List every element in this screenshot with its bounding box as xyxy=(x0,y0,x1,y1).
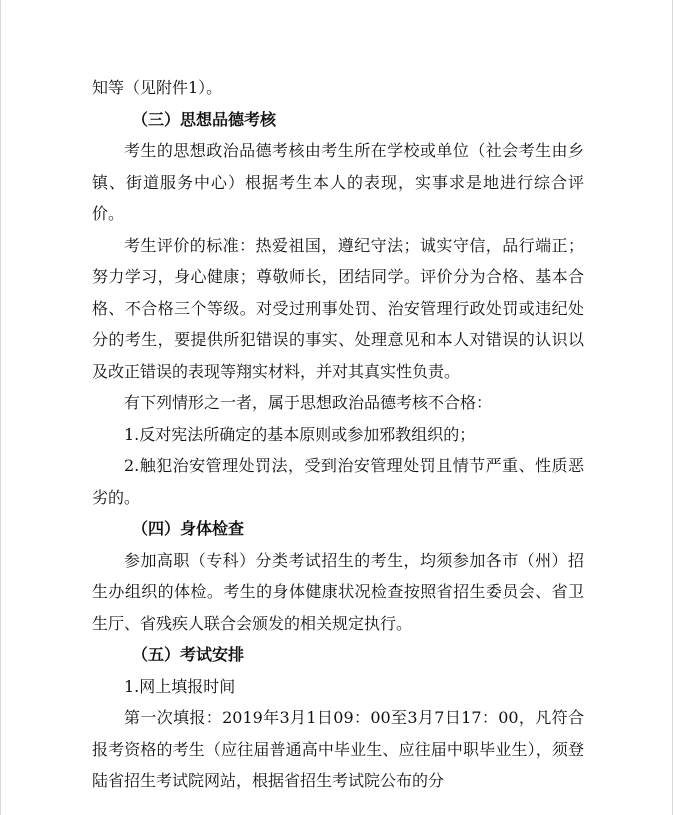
list-item-condition-1: 1.反对宪法所确定的基本原则或参加邪教组织的； xyxy=(124,424,476,444)
paragraph-moral-assessment: 考生的思想政治品德考核由考生所在学校或单位（社会考生由乡镇、街道服务中心）根据考生本人的表现，实事求是地进行综合评价。 xyxy=(92,141,584,223)
section-heading-exam-schedule: （五）考试安排 xyxy=(132,645,245,664)
paragraph-physical-exam: 参加高职（专科）分类考试招生的考生，均须参加各市（州）招生办组织的体检。考生的身体健康状况检查按照省招生委员会、省卫生厅、省残疾人联合会颁发的相关规定执行。 xyxy=(92,550,584,633)
page-left-border xyxy=(0,0,1,815)
paragraph-continuation: 知等（见附件1）。 xyxy=(92,78,223,97)
paragraph-failing-conditions: 有下列情形之一者，属于思想政治品德考核不合格： xyxy=(124,393,493,412)
document-body xyxy=(92,72,584,797)
section-heading-physical-exam: （四）身体检查 xyxy=(132,519,245,538)
subheading-online-registration-time: 1.网上填报时间 xyxy=(124,676,236,696)
section-heading-moral-assessment: （三）思想品德考核 xyxy=(132,109,277,129)
paragraph-evaluation-criteria: 考生评价的标准：热爱祖国，遵纪守法；诚实守信，品行端正；努力学习，身心健康；尊敬师长，团结同学。评价分为合格、基本合格、不合格三个等级。对受过刑事处罚、治安管理行政处罚或违纪处分的考生，要提供所犯错误的事实、处理意见和本人对错误的认识以及改正错误的表现等翔实材料，并对其真实性负责。 xyxy=(92,235,584,381)
paragraph-first-registration: 第一次填报：2019年3月1日09：00至3月7日17：00，凡符合报考资格的考生（应往届普通高中毕业生、应往届中职毕业生），须登陆省招生考试院网站，根据省招生考试院公布的分 xyxy=(92,708,584,790)
list-item-condition-2: 2.触犯治安管理处罚法，受到治安管理处罚且情节严重、性质恶劣的。 xyxy=(92,456,584,507)
